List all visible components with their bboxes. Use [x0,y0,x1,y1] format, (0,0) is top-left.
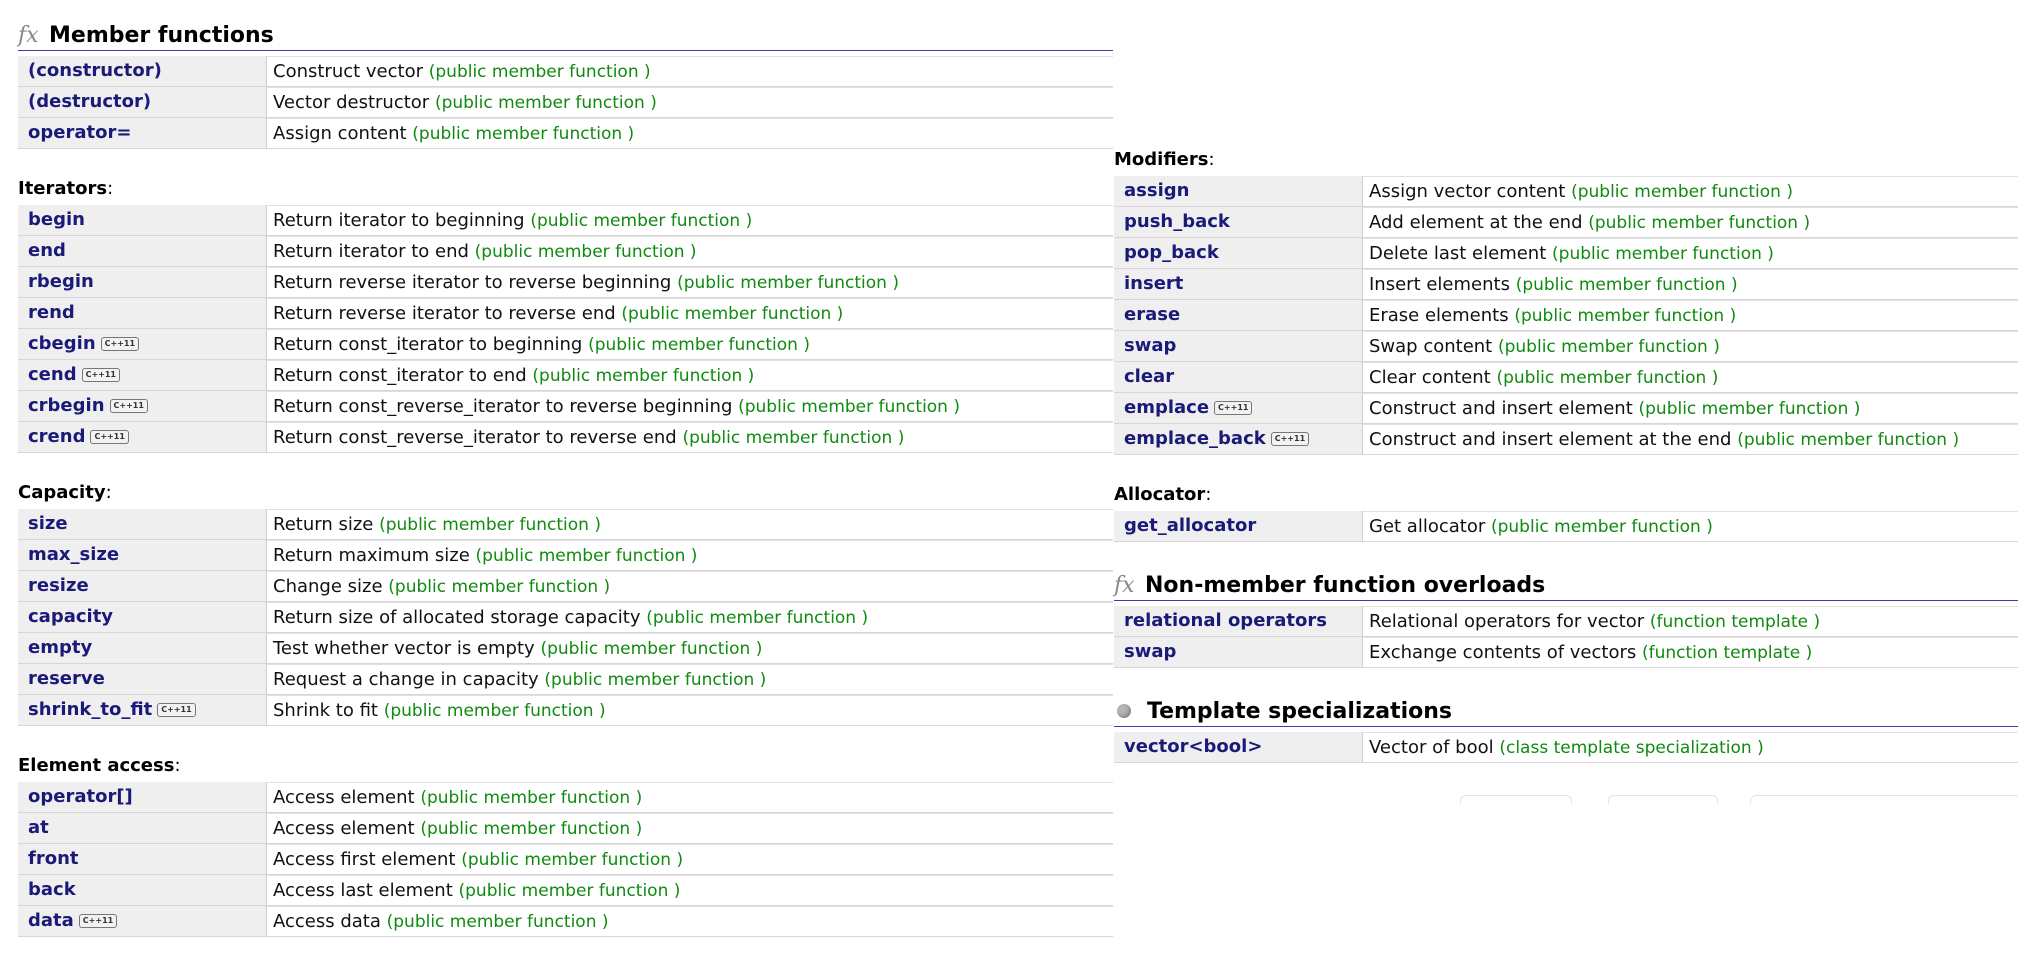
member-name-text: vector<bool> [1124,736,1263,757]
member-name-link[interactable] [1114,269,1363,299]
section-title-text: Template specializations [1147,698,1453,724]
member-name-text: data [28,910,74,931]
table-row [18,875,1113,906]
member-name-link[interactable] [1114,732,1363,762]
member-kind-label: (public member function ) [386,912,609,932]
member-name-link[interactable] [18,633,267,663]
description-text: Return iterator to beginning [273,210,525,231]
member-kind-label: (public member function ) [1638,399,1861,419]
element-access-table [18,782,1113,937]
table-row [18,360,1113,391]
cpp11-badge-icon: C++11 [79,914,117,928]
member-name-text: push_back [1124,211,1230,232]
member-description [1363,269,2018,299]
table-row [18,571,1113,602]
member-name-link[interactable] [18,118,267,148]
table-row [1114,511,2018,542]
member-name-text: clear [1124,366,1175,387]
group-label-modifiers: Modifiers: [1114,149,1215,170]
member-name-text: operator= [28,122,132,143]
table-row [1114,637,2018,668]
description-text: Insert elements [1369,274,1510,295]
member-name-link[interactable] [1114,606,1363,636]
member-description [1363,511,2018,541]
member-name-link[interactable] [18,571,267,601]
non-member-heading [1114,570,2018,601]
member-name-text: rbegin [28,271,94,292]
member-description [267,118,1113,148]
member-description [1363,637,2018,667]
description-text: Return const_reverse_iterator to reverse end [273,427,677,448]
member-kind-label: (public member function ) [458,881,681,901]
member-name-link[interactable] [18,205,267,235]
table-row [18,298,1113,329]
member-kind-label: (public member function ) [1514,306,1737,326]
table-row [18,236,1113,267]
member-name-link[interactable] [1114,511,1363,541]
member-name-text: insert [1124,273,1184,294]
table-row [18,540,1113,571]
member-kind-label: (public member function ) [1515,275,1738,295]
description-text: Return maximum size [273,545,470,566]
member-name-text: reserve [28,668,105,689]
member-kind-label: (function template ) [1649,612,1821,632]
member-name-text: swap [1124,335,1177,356]
member-name-text: swap [1124,641,1177,662]
table-row [1114,207,2018,238]
table-row [18,813,1113,844]
member-name-link[interactable] [1114,331,1363,361]
member-name-link[interactable] [18,422,267,452]
cpp11-badge-icon: C++11 [82,368,120,382]
member-name-link[interactable] [18,267,267,297]
member-name-link[interactable] [1114,238,1363,268]
member-kind-label: (public member function ) [621,304,844,324]
description-text: Return iterator to end [273,241,469,262]
member-kind-label: (public member function ) [1552,244,1774,264]
member-name-text: size [28,513,68,534]
member-name-text: begin [28,209,85,230]
member-description [1363,331,2018,361]
member-description [267,844,1113,874]
description-text: Relational operators for vector [1369,611,1645,632]
group-label-element-access: Element access: [18,755,181,776]
member-kind-label: (public member function ) [1490,517,1713,537]
group-label-capacity: Capacity: [18,482,112,503]
member-name-text: back [28,879,76,900]
fx-icon: fx [18,22,39,48]
member-name-text: at [28,817,49,838]
table-row [18,844,1113,875]
description-text: Erase elements [1369,305,1509,326]
description-text: Add element at the end [1369,212,1583,233]
member-kind-label: (public member function ) [428,62,651,82]
description-text: Access element [273,818,415,839]
member-kind-label: (public member function ) [1588,213,1811,233]
member-kind-label: (public member function ) [379,515,601,535]
member-name-text: (constructor) [28,60,162,81]
member-kind-label: (public member function ) [738,397,960,417]
description-text: Return reverse iterator to reverse beginning [273,272,672,293]
member-name-text: emplace_back [1124,428,1266,449]
group-label-allocator: Allocator: [1114,484,1212,505]
member-name-text: resize [28,575,89,596]
member-name-link[interactable] [18,329,267,359]
section-title-text: Member functions [49,22,274,48]
cpp11-badge-icon: C++11 [157,703,195,717]
member-name-link[interactable] [18,813,267,843]
left-column [18,20,1113,937]
member-kind-label: (public member function ) [530,211,753,231]
member-name-link[interactable] [1114,207,1363,237]
cpp11-badge-icon: C++11 [1271,432,1309,446]
description-text: Return const_iterator to beginning [273,334,583,355]
member-name-text: relational operators [1124,610,1327,631]
table-row [18,422,1113,453]
member-functions-heading [18,20,1113,51]
right-column [1114,148,2018,763]
member-kind-label: (public member function ) [544,670,767,690]
member-kind-label: (public member function ) [383,701,606,721]
table-row [1114,331,2018,362]
member-kind-label: (public member function ) [412,124,635,144]
description-text: Change size [273,576,383,597]
cpp11-badge-icon: C++11 [1214,401,1252,415]
member-description [267,329,1113,359]
description-text: Test whether vector is empty [273,638,535,659]
member-name-text: erase [1124,304,1181,325]
member-functions-table [18,56,1113,149]
description-text: Request a change in capacity [273,669,539,690]
member-name-link[interactable] [18,844,267,874]
description-text: Access last element [273,880,453,901]
member-kind-label: (public member function ) [474,242,697,262]
member-description [267,87,1113,117]
member-name-link[interactable] [18,664,267,694]
member-description [267,509,1113,539]
member-description [267,875,1113,905]
allocator-table [1114,511,2018,542]
member-description [267,602,1113,632]
member-kind-label: (public member function ) [420,788,643,808]
description-text: Vector of bool [1369,737,1494,758]
member-kind-label: (public member function ) [1737,430,1960,450]
bullet-icon [1117,704,1131,718]
member-description [1363,732,2018,762]
member-description [1363,393,2018,423]
table-row [1114,424,2018,455]
member-name-text: end [28,240,66,261]
member-description [1363,207,2018,237]
member-description [267,360,1113,390]
member-kind-label: (public member function ) [677,273,899,293]
member-name-text: operator[] [28,786,133,807]
description-text: Construct and insert element [1369,398,1633,419]
table-row [1114,393,2018,424]
member-description [1363,424,2018,454]
table-row [18,664,1113,695]
description-text: Construct vector [273,61,424,82]
description-text: Assign content [273,123,407,144]
description-text: Delete last element [1369,243,1547,264]
member-kind-label: (class template specialization ) [1499,738,1764,758]
description-text: Shrink to fit [273,700,378,721]
member-kind-label: (public member function ) [1496,368,1719,388]
table-row [18,602,1113,633]
member-name-text: (destructor) [28,91,152,112]
description-text: Access first element [273,849,456,870]
member-name-link[interactable] [18,56,267,86]
member-name-link[interactable] [18,540,267,570]
member-kind-label: (public member function ) [434,93,657,113]
table-row [18,118,1113,149]
description-text: Access data [273,911,381,932]
fx-icon: fx [1114,572,1135,598]
member-description [267,540,1113,570]
description-text: Return size [273,514,374,535]
member-name-link[interactable] [18,391,267,421]
table-row [18,205,1113,236]
cpp11-badge-icon: C++11 [101,337,139,351]
member-description [267,267,1113,297]
member-name-text: crbegin [28,395,105,416]
description-text: Access element [273,787,415,808]
member-name-link[interactable] [18,360,267,390]
table-row [18,267,1113,298]
member-kind-label: (public member function ) [540,639,763,659]
member-kind-label: (public member function ) [682,428,905,448]
description-text: Swap content [1369,336,1493,357]
table-row [18,695,1113,726]
member-description [1363,300,2018,330]
member-kind-label: (public member function ) [461,850,684,870]
member-kind-label: (public member function ) [646,608,869,628]
member-name-link[interactable] [18,695,267,725]
member-description [267,391,1113,421]
member-name-text: get_allocator [1124,515,1257,536]
member-description [267,236,1113,266]
member-description [267,205,1113,235]
member-description [1363,176,2018,206]
member-description [267,56,1113,86]
member-description [267,422,1113,452]
description-text: Assign vector content [1369,181,1566,202]
member-name-text: capacity [28,606,114,627]
member-name-text: crend [28,426,86,447]
description-text: Clear content [1369,367,1491,388]
description-text: Construct and insert element at the end [1369,429,1732,450]
member-description [267,298,1113,328]
table-row [1114,176,2018,207]
table-row [18,329,1113,360]
member-description [267,906,1113,936]
member-kind-label: (public member function ) [532,366,755,386]
non-member-table [1114,606,2018,668]
table-row [1114,606,2018,637]
member-name-text: cend [28,364,77,385]
member-kind-label: (public member function ) [388,577,611,597]
member-name-link[interactable] [18,875,267,905]
member-name-link[interactable] [18,87,267,117]
table-row [1114,362,2018,393]
member-name-link[interactable] [18,509,267,539]
member-description [1363,238,2018,268]
section-title-text: Non-member function overloads [1145,572,1546,598]
table-row [18,633,1113,664]
member-name-text: cbegin [28,333,96,354]
member-kind-label: (public member function ) [1497,337,1720,357]
description-text: Return const_iterator to end [273,365,527,386]
cpp11-badge-icon: C++11 [90,430,128,444]
member-description [267,813,1113,843]
member-name-link[interactable] [18,298,267,328]
table-row [18,509,1113,540]
member-kind-label: (public member function ) [588,335,810,355]
table-row [18,782,1113,813]
table-row [18,906,1113,937]
member-description [267,695,1113,725]
member-name-link[interactable] [1114,424,1363,454]
member-name-link[interactable] [18,602,267,632]
member-name-text: shrink_to_fit [28,699,153,720]
member-name-link[interactable] [1114,637,1363,667]
template-specializations-heading [1114,696,2018,727]
template-specializations-table [1114,732,2018,763]
description-text: Vector destructor [273,92,430,113]
table-row [1114,269,2018,300]
table-row [1114,238,2018,269]
capacity-table [18,509,1113,726]
member-name-text: emplace [1124,397,1210,418]
member-description [267,571,1113,601]
member-description [267,633,1113,663]
table-row [18,87,1113,118]
description-text: Get allocator [1369,516,1486,537]
member-name-link[interactable] [1114,393,1363,423]
table-row [1114,732,2018,763]
member-name-text: pop_back [1124,242,1219,263]
description-text: Return const_reverse_iterator to reverse beginning [273,396,733,417]
member-name-text: assign [1124,180,1190,201]
iterators-table [18,205,1113,453]
table-row [18,56,1113,87]
member-description [1363,362,2018,392]
member-name-link[interactable] [18,782,267,812]
member-name-text: front [28,848,79,869]
table-row [18,391,1113,422]
cpp11-badge-icon: C++11 [110,399,148,413]
member-name-text: rend [28,302,75,323]
member-kind-label: (function template ) [1641,643,1813,663]
member-description [1363,606,2018,636]
description-text: Return size of allocated storage capacity [273,607,641,628]
member-name-text: max_size [28,544,120,565]
group-label-iterators: Iterators: [18,178,114,199]
member-description [267,664,1113,694]
member-name-link[interactable] [1114,176,1363,206]
faint-tab-outlines [1460,795,2018,803]
member-name-link[interactable] [18,906,267,936]
member-kind-label: (public member function ) [475,546,698,566]
modifiers-table [1114,176,2018,455]
member-name-text: empty [28,637,93,658]
member-kind-label: (public member function ) [420,819,643,839]
table-row [1114,300,2018,331]
member-kind-label: (public member function ) [1571,182,1793,202]
member-name-link[interactable] [1114,362,1363,392]
member-description [267,782,1113,812]
description-text: Exchange contents of vectors [1369,642,1637,663]
member-name-link[interactable] [18,236,267,266]
member-name-link[interactable] [1114,300,1363,330]
description-text: Return reverse iterator to reverse end [273,303,616,324]
